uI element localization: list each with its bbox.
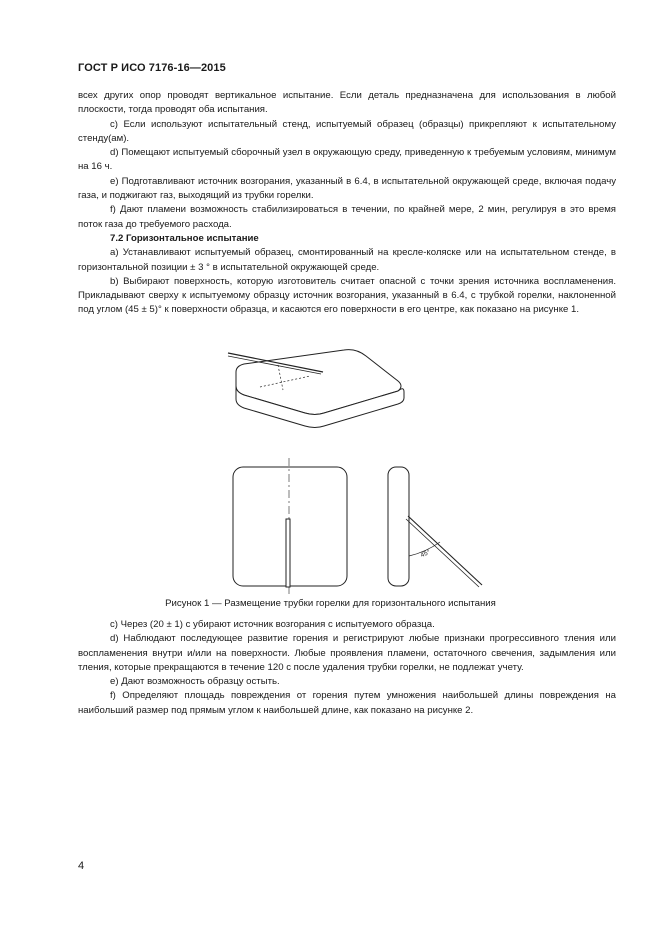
paragraph: b) Выбирают поверхность, которую изготовитель считает опасной с точки зрения источника воспламенения. Прикладывают сверху к испытуемому образцу источник возгорания, указанный в 6.4, с трубкой горелки, наклоненной под углом (45 ± 5)° к поверхности образца, и касаются его поверхности в его центре, как показано на рисунке 1. <box>78 275 616 316</box>
side-view-specimen <box>388 467 482 587</box>
angle-label: 45° <box>419 548 432 560</box>
figure-caption: Рисунок 1 — Размещение трубки горелки для горизонтального испытания <box>165 598 496 609</box>
paragraph: d) Наблюдают последующее развитие горения и регистрируют любые признаки прогрессивного тления или воспламенения внутри и/или на поверхности. Любые проявления пламени, остаточного свечения, задымления или тления, которые прекращаются в течение 120 с после удаления трубки горелки, не подлежат учету. <box>78 633 616 673</box>
paragraph: d) Помещают испытуемый сборочный узел в окружающую среду, приведенную к требуемым условиям, минимум на 16 ч. <box>78 147 616 173</box>
page-number: 4 <box>78 860 85 872</box>
front-view-specimen <box>233 458 347 595</box>
paragraph: всех других опор проводят вертикальное испытание. Если деталь предназначена для использования в любой плоскости, тогда проводят оба испытания. <box>78 90 616 116</box>
body-text-bottom <box>78 618 616 718</box>
paragraph: е) Подготавливают источник возгорания, указанный в 6.4, в испытательной окружающей среде, включая подачу газа, и поджигают газ, выходящий из трубки горелки. <box>78 175 616 202</box>
isometric-specimen <box>236 350 404 428</box>
paragraph: f) Дают пламени возможность стабилизироваться в течении, по крайней мере, 2 мин, регулируя в это время поток газа до требуемого расхода. <box>78 204 616 230</box>
paragraph: с) Если используют испытательный стенд, испытуемый образец (образцы) прикрепляют к испытательному стенду(ам). <box>78 118 616 144</box>
body-text-top <box>78 89 616 318</box>
document-header: ГОСТ Р ИСО 7176-16—2015 <box>78 62 226 74</box>
section-heading: 7.2 Горизонтальное испытание <box>110 232 259 244</box>
isometric-burner-tube <box>228 353 323 390</box>
paragraph: f) Определяют площадь повреждения от горения путем умножения наибольшей длины повреждения на наибольший размер под прямым углом к наибольшей длине, как показано на рисунке 2. <box>78 690 616 716</box>
paragraph: с) Через (20 ± 1) с убирают источник возгорания с испытуемого образца. <box>110 619 435 630</box>
paragraph: е) Дают возможность образцу остыть. <box>110 676 280 688</box>
paragraph: а) Устанавливают испытуемый образец, смонтированный на кресле-коляске или на испытательном стенде, в горизонтальной позиции ± 3 ° в испытательной окружающей среде. <box>78 247 616 273</box>
